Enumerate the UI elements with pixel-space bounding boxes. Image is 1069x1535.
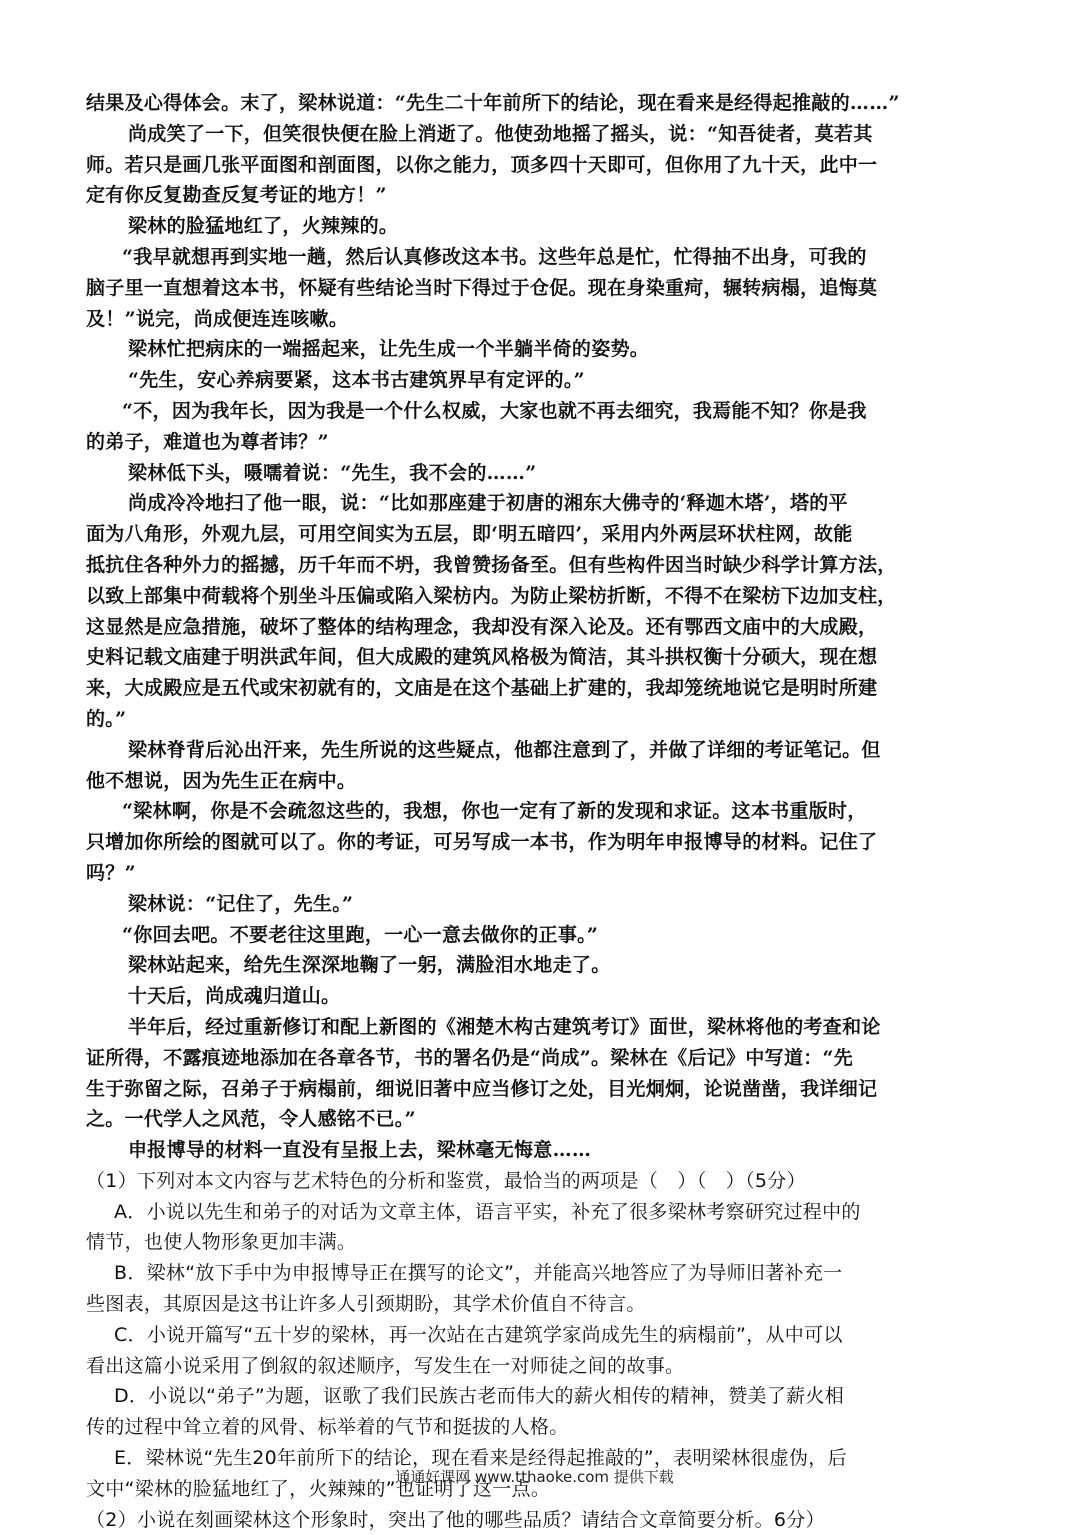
text-line: “你回去吧。不要老往这里跑，一心一意去做你的正事。”	[122, 923, 599, 946]
text-line: 梁林忙把病床的一端摇起来，让先生成一个半躺半倚的姿势。	[128, 338, 650, 361]
text-line: 梁林脊背后沁出汗来，先生所说的这些疑点，他都注意到了，并做了详细的考证笔记。但	[128, 738, 881, 761]
option-c-cont: 看出这篇小说采用了倒叙的叙述顺序，写发生在一对师徒之间的故事。	[86, 1354, 685, 1377]
text-line: 他不想说，因为先生正在病中。	[86, 769, 357, 792]
text-line: 定有你反复勘查反复考证的地方！”	[86, 184, 387, 207]
text-line: 梁林说：“记住了，先生。”	[128, 892, 354, 915]
text-line: 的弟子，难道也为尊者讳？”	[86, 430, 329, 453]
question-1: （1）下列对本文内容与艺术特色的分析和鉴赏，最恰当的两项是（ ）（ ）（5分）	[86, 1169, 806, 1192]
text-line: 梁林低下头，嗫嚅着说：“先生，我不会的……”	[128, 461, 537, 484]
text-line: “我早就想再到实地一趟，然后认真修改这本书。这些年总是忙，忙得抽不出身，可我的	[122, 245, 867, 268]
question-2: （2）小说在刻画梁林这个形象时，突出了他的哪些品质？请结合文章简要分析。6分）	[86, 1508, 825, 1531]
text-line: 之。一代学人之风范，令人感铭不已。”	[86, 1108, 416, 1131]
text-line: “先生，安心养病要紧，这本书古建筑界早有定评的。”	[128, 369, 585, 392]
text-line: 面为八角形，外观九层，可用空间实为五层，即‘明五暗四’，采用内外两层环状柱网，故能	[86, 523, 853, 546]
text-line: 生于弥留之际，召弟子于病榻前，细说旧著中应当修订之处，目光炯炯，论说凿凿，我详细记	[86, 1077, 878, 1100]
text-line: 只增加你所绘的图就可以了。你的考证，可另写成一本书，作为明年申报博导的材料。记住了	[86, 831, 878, 854]
text-line: 半年后，经过重新修订和配上新图的《湘楚木构古建筑考订》面世，梁林将他的考查和论	[128, 1015, 881, 1038]
footer-source: 通通好课网 www.tthaoke.com 提供下载	[395, 1468, 674, 1486]
text-line: “梁林啊，你是不会疏忽这些的，我想，你也一定有了新的发现和求证。这本书重版时，	[122, 800, 867, 823]
text-line: 吗？”	[86, 861, 136, 884]
option-d: D．小说以“弟子”为题，讴歌了我们民族古老而伟大的薪火相传的精神，赞美了薪火相	[114, 1385, 845, 1408]
text-line: 师。若只是画几张平面图和剖面图，以你之能力，顶多四十天即可，但你用了九十天，此中一	[86, 153, 878, 176]
text-line: 十天后，尚成魂归道山。	[128, 985, 341, 1008]
option-e: E．梁林说“先生20年前所下的结论，现在看来是经得起推敲的”，表明梁林很虚伪，后	[114, 1447, 847, 1470]
text-line: 及！”说完，尚成便连连咳嗽。	[86, 307, 349, 330]
text-line: 结果及心得体会。末了，梁林说道：“先生二十年前所下的结论，现在看来是经得起推敲的……”	[86, 92, 900, 114]
option-b-cont: 些图表，其原因是这书让许多人引颈期盼，其学术价值自不待言。	[86, 1293, 646, 1316]
text-line: 来，大成殿应是五代或宋初就有的，文庙是在这个基础上扩建的，我却笼统地说它是明时所建	[86, 677, 878, 700]
text-line: 史料记载文庙建于明洪武年间，但大成殿的建筑风格极为简洁，其斗拱权衡十分硕大，现在想	[86, 646, 878, 669]
text-line: 这显然是应急措施，破坏了整体的结构理念，我却没有深入论及。还有鄂西文庙中的大成殿，	[86, 615, 878, 638]
text-line: 梁林的脸猛地红了，火辣辣的。	[128, 215, 399, 238]
text-line: “不，因为我年长，因为我是一个什么权威，大家也就不再去细究，我焉能不知？你是我	[122, 399, 867, 422]
text-line: 尚成冷冷地扫了他一眼，说：“比如那座建于初唐的湘东大佛寺的‘释迦木塔’，塔的平	[128, 492, 848, 515]
text-line: 以致上部集中荷载将个别坐斗压偏或陷入梁枋内。为防止梁枋折断，不得不在梁枋下边加支柱，	[86, 584, 897, 607]
option-d-cont: 传的过程中耸立着的风骨、标举着的气节和挺拔的人格。	[86, 1416, 569, 1439]
text-line: 申报博导的材料一直没有呈报上去，梁林毫无悔意……	[128, 1139, 592, 1162]
option-b: B．梁林“放下手中为申报博导正在撰写的论文”，并能高兴地答应了为导师旧著补充一	[114, 1262, 843, 1285]
text-line: 尚成笑了一下，但笑很快便在脸上消逝了。他使劲地摇了摇头，说：“知吾徒者，莫若其	[128, 122, 873, 145]
option-a-cont: 情节，也使人物形象更加丰满。	[86, 1231, 357, 1254]
document-page	[86, 88, 986, 1535]
text-line: 的。”	[86, 707, 127, 730]
option-e-cont: 文中“梁林的脸猛地红了，火辣辣的”也证明了这一点。	[86, 1477, 551, 1500]
text-line: 梁林站起来，给先生深深地鞠了一躬，满脸泪水地走了。	[128, 954, 611, 977]
text-line: 脑子里一直想着这本书，怀疑有些结论当时下得过于仓促。现在身染重疴，辗转病榻，追悔莫	[86, 276, 878, 299]
option-c: C．小说开篇写“五十岁的梁林，再一次站在古建筑学家尚成先生的病榻前”，从中可以	[114, 1323, 843, 1346]
text-line: 证所得，不露痕迹地添加在各章各节，书的署名仍是“尚成”。梁林在《后记》中写道：“先	[86, 1046, 854, 1069]
text-line: 抵抗住各种外力的摇撼，历千年而不坍，我曾赞扬备至。但有些构件因当时缺少科学计算方法，	[86, 553, 897, 576]
option-a: A．小说以先生和弟子的对话为文章主体，语言平实，补充了很多梁林考察研究过程中的	[114, 1200, 861, 1223]
